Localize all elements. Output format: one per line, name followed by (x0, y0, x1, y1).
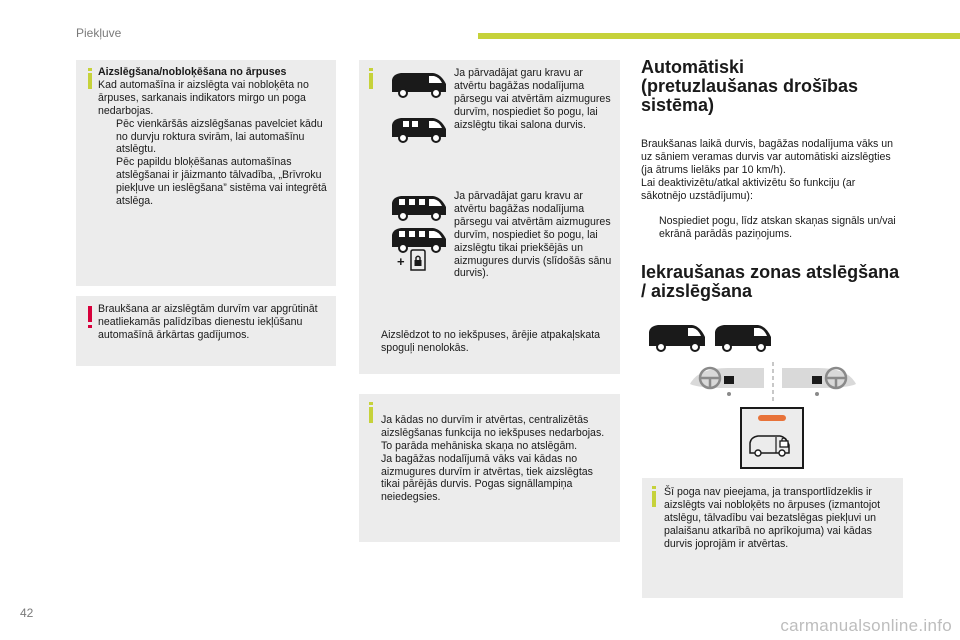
section-heading: Automātiski (pretuzlaušanas drošības sistēma) (641, 57, 859, 115)
paragraph: Ja pārvadājat garu kravu ar atvērtu bagāžas nodalījuma pārsegu vai atvērtām aizmugures durvīm, nospiediet šo pogu, lai aizslēgtu tikai priekšējās un aizmugures durvis (slīdošās sānu durvis). (454, 190, 612, 280)
watermark: carmanualsonline.info (780, 616, 952, 635)
info-icon (369, 73, 373, 89)
section-title: Piekļuve (76, 26, 122, 40)
dashboard-illustration (688, 362, 858, 402)
warning-box (76, 296, 336, 366)
list-item: Pēc vienkāršās aizslēgšanas pavelciet kādu no durvju roktura svirām, lai automašīnu atslēgtu. (116, 117, 323, 156)
list-item: Nospiediet pogu, līdz atskan skaņas signāls un/vai ekrānā parādās paziņojums. (659, 215, 896, 241)
van-icon (389, 193, 449, 223)
van-icon (389, 115, 449, 145)
van-icon (389, 70, 449, 100)
info-box-outside-locking (76, 60, 336, 286)
paragraph: Braukšanas laikā durvis, bagāžas nodalījuma vāks un uz sāniem veramas durvis var automātiski aizslēgties (ja ātrums lielāks par 10 km/h). Lai deaktivizētu/atkal aktivizētu šo funkciju (ar sākotnējo uzstādījumu): (641, 137, 894, 202)
info-icon (369, 407, 373, 423)
info-icon (88, 73, 92, 89)
note-text: Aizslēdzot to no iekšpuses, ārējie atpakaļskata spoguļi nenolokās. (381, 329, 601, 354)
warning-text: Braukšana ar aizslēgtām durvīm var apgrūtināt neatliekamās palīdzības dienestu iekļūšanu automašīnā ārkārtas gadījumos. (98, 303, 318, 341)
info-box-doors-open (359, 394, 620, 542)
header-accent-bar (478, 33, 960, 39)
section-heading: Iekraušanas zonas atslēgšana / aizslēgšana (641, 262, 900, 301)
info-box-button-unavailable (642, 478, 903, 598)
info-box-text: Ja kādas no durvīm ir atvērtas, centralizētās aizslēgšanas funkcija no iekšpuses nedarbojas. To parāda mehāniska skaņa no atslēgām. Ja bagāžas nodalījumā vāks vai kādas no aizmugures durvīm ir atvērtas, tiek aizslēgtas tikai pārējās durvis. Pogas signāllampiņa neiedegsies. (381, 413, 605, 504)
plus-symbol: + (397, 254, 405, 269)
van-lock-button-illustration (740, 407, 804, 469)
page-number: 42 (20, 606, 34, 620)
warning-icon (88, 306, 92, 322)
van-icon (646, 322, 708, 352)
info-icon (652, 491, 656, 507)
box-interior-locking (359, 60, 620, 374)
list-item: Pēc papildu bloķēšanas automašīnas atslēgšanai ir jāizmanto tālvadība, „Brīvroku piekļuve un ieslēgšana” sistēma vai integrētā atslēga. (116, 156, 327, 208)
info-box-text: Šī poga nav pieejama, ja transportlīdzeklis ir aizslēgts vai nobloķēts no ārpuses (izmantojot atslēgu, tālvadību vai bezatslēgas piekļuvi un palaišanu atkarībā no aprīkojuma) vai kādas durvis joprojām ir atvērtas. (664, 486, 881, 550)
paragraph: Ja pārvadājat garu kravu ar atvērtu bagāžas nodalījuma pārsegu vai atvērtām aizmugures durvīm, nospiediet šo pogu, lai aizslēgtu tikai salona durvis. (454, 67, 611, 131)
info-box-text: Kad automašīna ir aizslēgta vai nobloķēta no ārpuses, sarkanais indikators mirgo un poga nedarbojas. (98, 78, 309, 117)
door-lock-icon (408, 248, 428, 272)
van-icon (712, 322, 774, 352)
info-box-title: Aizslēgšana/nobloķēšana no ārpuses (98, 66, 287, 78)
